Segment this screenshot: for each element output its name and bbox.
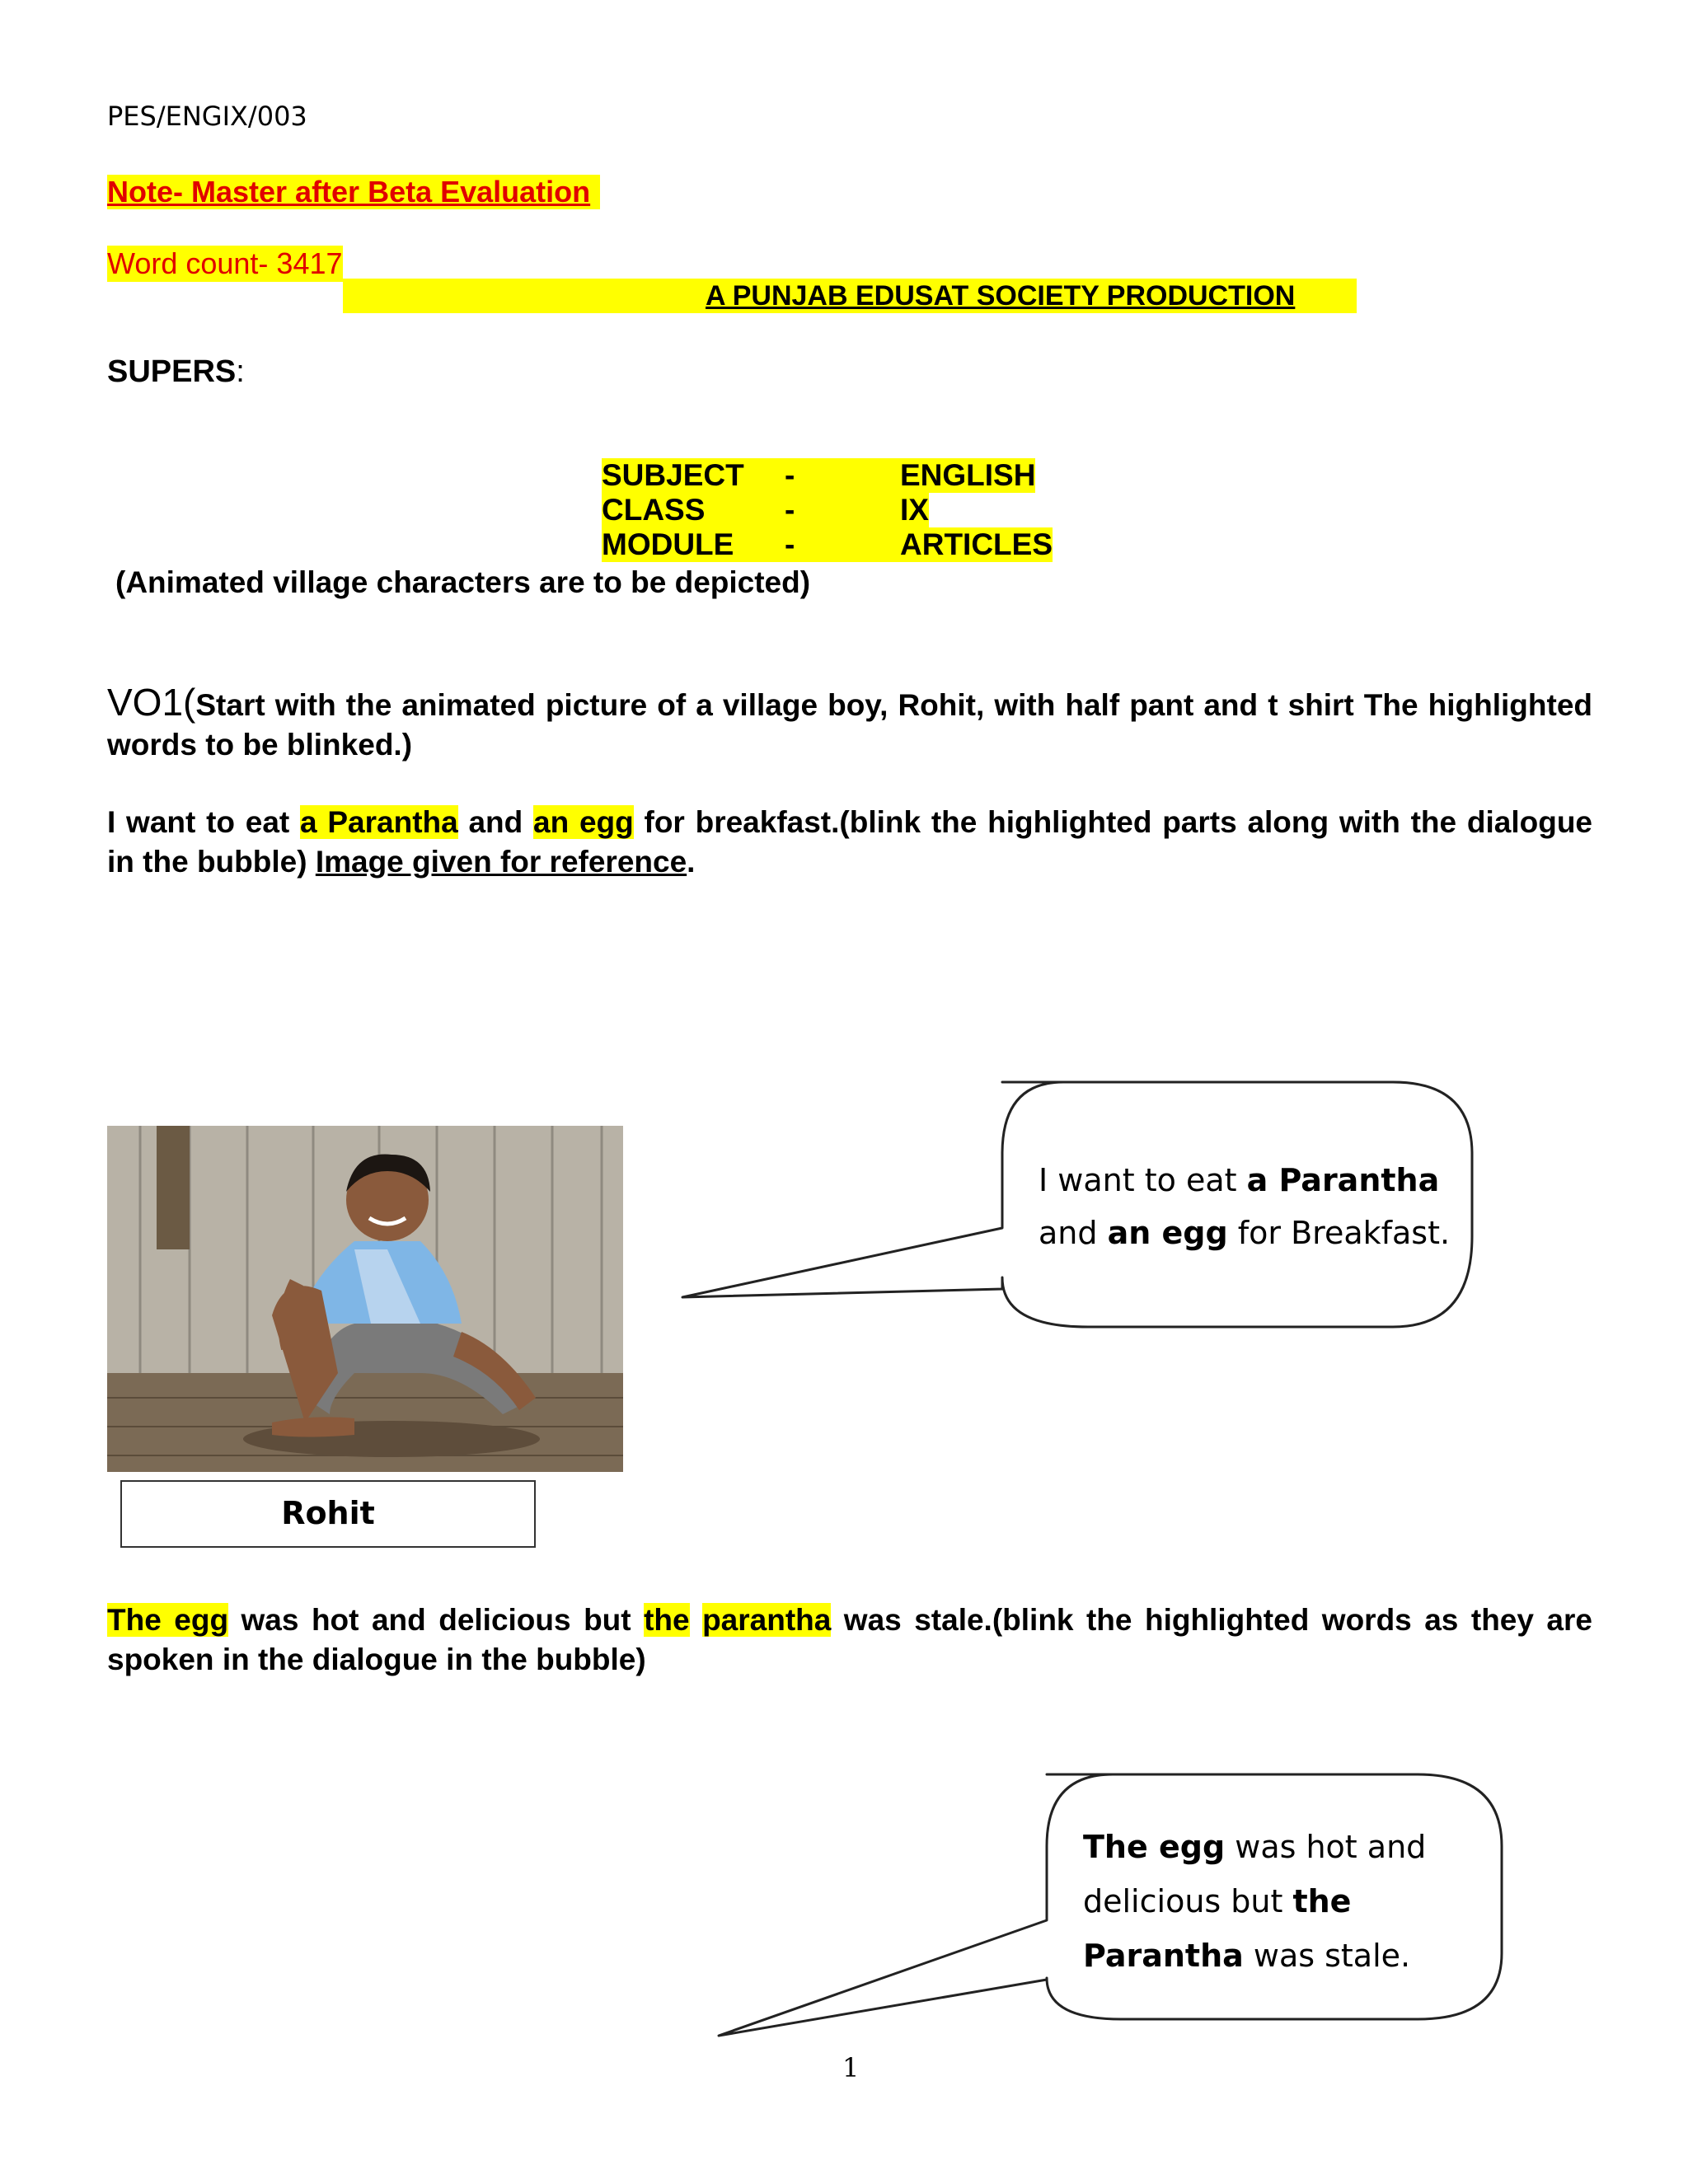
bubble-text: was stale. (1243, 1938, 1411, 1974)
document-code: PES/ENGIX/003 (107, 101, 307, 132)
module-meta-block (602, 458, 1053, 562)
bubble-bold-the-egg: The egg (1083, 1829, 1226, 1865)
supers-heading (107, 354, 245, 390)
bubble-text: for Breakfast. (1227, 1215, 1451, 1251)
bubble-text: I want to eat (1039, 1162, 1247, 1198)
vo1-instruction (107, 682, 1592, 765)
meta-row-subject (602, 458, 1053, 493)
bubble-bold-a-parantha: a Parantha (1246, 1162, 1440, 1198)
meta-row-module (602, 527, 1053, 562)
meta-dash: - (781, 493, 900, 527)
bubble-bold-parantha: Parantha (1083, 1938, 1244, 1974)
animated-characters-note: (Animated village characters are to be depicted) (115, 565, 811, 599)
dialogue-line-2 (107, 1601, 1592, 1680)
meta-key: SUBJECT (602, 458, 781, 493)
highlight-an-egg: an egg (533, 805, 634, 839)
line1-text: I want to eat (107, 805, 301, 839)
dialogue-line-1 (107, 803, 1592, 882)
word-count: Word count- 3417 (107, 246, 343, 280)
image-reference-link: Image given for reference (315, 845, 687, 879)
supers-label: SUPERS (107, 354, 237, 389)
line2-text: was hot and delicious but (228, 1603, 645, 1637)
meta-dash: - (781, 458, 900, 493)
bubble-2-dialogue (1083, 1820, 1479, 1983)
vo1-text: Start with the animated picture of a village boy, Rohit, with half pant and t shirt The highlighted words to be blinked.) (107, 688, 1592, 762)
bubble-1-dialogue (1039, 1154, 1451, 1259)
line1-text: and (457, 805, 534, 839)
rohit-photo (107, 1126, 623, 1472)
highlight-a-parantha: a Parantha (300, 805, 458, 839)
line2-text: was stale.(blink the highlighted words as they are spoken in the dialogue in the bubble) (107, 1603, 1592, 1676)
meta-row-class (602, 493, 1053, 527)
bubble-text: and (1039, 1215, 1108, 1251)
bubble-bold-the: the (1292, 1883, 1352, 1919)
highlight-parantha: parantha (702, 1603, 832, 1637)
production-title: A PUNJAB EDUSAT SOCIETY PRODUCTION (706, 280, 1296, 312)
line1-text: for breakfast.(blink the highlighted parts along with the dialogue in the bubble) (107, 805, 1592, 879)
photo-caption: Rohit (281, 1495, 375, 1531)
meta-value: IX (900, 493, 929, 527)
line1-text: . (687, 845, 696, 879)
supers-colon: : (236, 354, 245, 389)
highlight-the: the (644, 1603, 690, 1637)
highlight-the-egg: The egg (107, 1603, 229, 1637)
bubble-bold-an-egg: an egg (1107, 1215, 1228, 1251)
meta-key: MODULE (602, 527, 781, 562)
meta-dash: - (781, 527, 900, 562)
line2-text (690, 1603, 702, 1637)
note-master-after-beta: Note- Master after Beta Evaluation (107, 175, 600, 209)
meta-key: CLASS (602, 493, 781, 527)
page-number: 1 (842, 2052, 860, 2083)
meta-value: ARTICLES (900, 527, 1053, 561)
village-boy-illustration (107, 1126, 623, 1472)
meta-value: ENGLISH (900, 458, 1036, 492)
vo1-label: VO1( (107, 681, 196, 724)
bubble-text: was hot and delicious but (1083, 1829, 1427, 1919)
